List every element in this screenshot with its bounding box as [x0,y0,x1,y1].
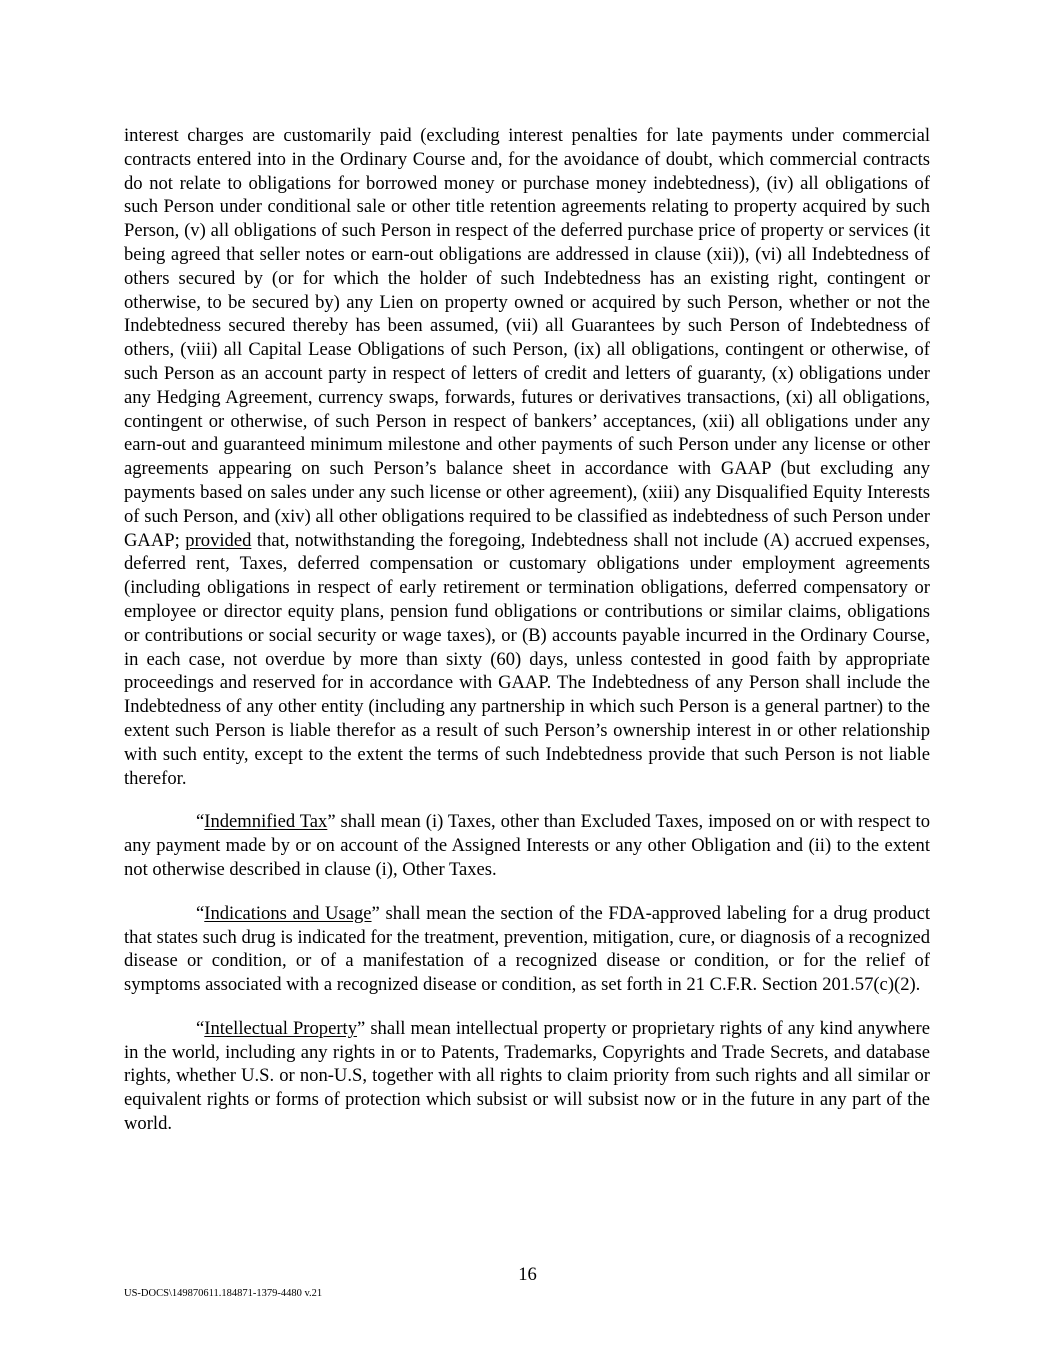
close-quote: ” [327,811,336,833]
open-quote: “ [196,902,205,924]
definition-indemnified-tax [124,810,930,881]
open-quote: “ [196,1017,205,1039]
definition-text: shall mean (i) Taxes, other than Excluded Taxes, imposed on or with respect to any payment made by or on account of the Assigned Interests or any other Obligation and (ii) to the extent not otherwise described in clause (i), Other Taxes. [124,811,930,880]
defined-term: Intellectual Property [204,1017,357,1039]
definition-text: shall mean intellectual property or proprietary rights of any kind anywhere in the world, including any rights in or to Patents, Trademarks, Copyrights and Trade Secrets, and database rights, whether U.S. or non-U.S, together with all rights to claim priority from such rights and all similar or equivalent rights or forms of protection which subsist or will subsist now or in the future in any part of the world. [124,1017,931,1135]
defined-term: Indications and Usage [204,902,372,924]
definition-intellectual-property [124,1017,930,1136]
close-quote: ” [357,1017,366,1039]
page-number: 16 [518,1264,537,1285]
continuation-text-part-2: that, notwithstanding the foregoing, Indebtedness shall not include (A) accrued expenses, deferred rent, Taxes, deferred compensation or customary obligations under employment agreements (including obligations in respect of early retirement or termination obligations, deferred compensatory or employee or director equity plans, pension fund obligations or contributions or similar claims, obligations or contributions or social security or wage taxes), or (B) accounts payable incurred in the Ordinary Course, in each case, not overdue by more than sixty (60) days, unless contested in good faith by appropriate proceedings and reserved for in accordance with GAAP. The Indebtedness of any Person shall include the Indebtedness of any other entity (including any partnership in which such Person is a general partner) to the extent such Person is liable therefor as a result of such Person’s ownership interest in or other relationship with such entity, except to the extent the terms of such Indebtedness provide that such Person is not liable therefor. [124,529,930,789]
provided-term: provided [185,529,252,551]
definition-indications-and-usage [124,902,930,997]
document-id: US-DOCS\149870611.184871-1379-4480 v.21 [124,1288,323,1299]
defined-term: Indemnified Tax [204,811,328,833]
close-quote: ” [371,902,380,924]
continuation-text-part-1: interest charges are customarily paid (excluding interest penalties for late payments under commercial contracts entered into in the Ordinary Course and, for the avoidance of doubt, which commercial contracts do not relate to obligations for borrowed money or purchase money indebtedness), (iv) all obligations of such Person under conditional sale or other title retention agreements relating to property acquired by such Person, (v) all obligations of such Person in respect of the deferred purchase price of property or services (it being agreed that seller notes or earn-out obligations are addressed in clause (xii)), (vi) all Indebtedness of others secured by (or for which the holder of such Indebtedness has an existing right, contingent or otherwise, to be secured by) any Lien on property owned or acquired by such Person, whether or not the Indebtedness secured thereby has been assumed, (vii) all Guarantees by such Person of Indebtedness of others, (viii) all Capital Lease Obligations of such Person, (ix) all obligations, contingent or otherwise, of such Person as an account party in respect of letters of credit and letters of guaranty, (x) obligations under any Hedging Agreement, currency swaps, forwards, futures or derivatives transactions, (xi) all obligations, contingent or otherwise, of such Person in respect of bankers’ acceptances, (xii) all obligations under any earn-out and guaranteed minimum milestone and other payments of such Person under any license or other agreements appearing on such Person’s balance sheet in accordance with GAAP (but excluding any payments based on sales under any such license or other agreement), (xiii) any Disqualified Equity Interests of such Person, and (xiv) all other obligations required to be classified as indebtedness of such Person under GAAP; [124,125,930,551]
open-quote: “ [196,811,205,833]
definition-text: shall mean the section of the FDA-approved labeling for a drug product that states such drug is indicated for the treatment, prevention, mitigation, cure, or diagnosis of a recognized disease or condition, or of a manifestation of a recognized disease or condition, or for the relief of symptoms associated with a recognized disease or condition, as set forth in 21 C.F.R. Section 201.57(c)(2). [124,902,931,996]
indebtedness-definition-continuation [124,124,930,790]
document-body [124,124,930,1156]
